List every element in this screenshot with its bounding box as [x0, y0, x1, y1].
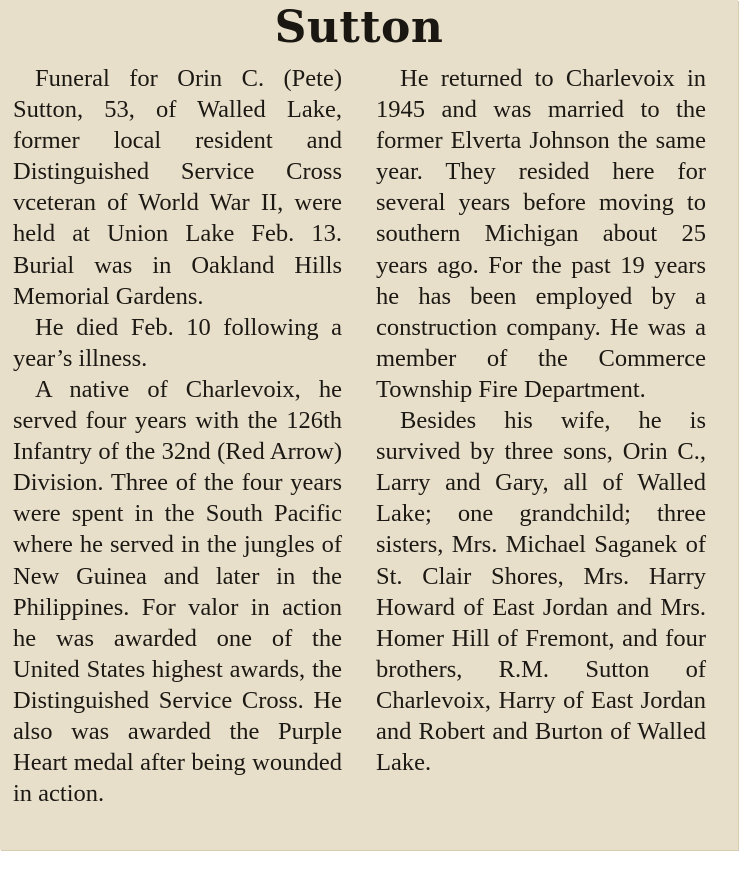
- paragraph-funeral: Funeral for Orin C. (Pete) Sutton, 53, of Walled Lake, former local resident and Distinguished Service Cross vceteran of World War II, were held at Union Lake Feb. 13. Burial was in Oakland Hills Memorial Gardens.: [13, 65, 342, 310]
- paragraph-later-life: He returned to Charlevoix in 1945 and was married to the former Elverta Johnson the same year. They resided here for several years before moving to southern Michigan about 25 years ago. For the past 19 years he has been employed by a construction company. He was a member of the Commerce Township Fire Department.: [376, 65, 706, 403]
- right-column: [376, 63, 706, 778]
- paragraph-military-service: A native of Charlevoix, he served four years with the 126th Infantry of the 32nd (Red Arrow) Division. Three of the four years were spent in the South Pacific where he served in the jungles of New Guinea and later in the Philippines. For valor in action he was awarded one of the United States highest awards, the Distinguished Service Cross. He also was awarded the Purple Heart medal after being wounded in action.: [13, 375, 342, 808]
- paragraph-survivors: Besides his wife, he is survived by three sons, Orin C., Larry and Gary, all of Walled Lake; one grandchild; three sisters, Mrs. Michael Saganek of St. Clair Shores, Mrs. Harry Howard of East Jordan and Mrs. Homer Hill of Fremont, and four brothers, R.M. Sutton of Charlevoix, Harry of East Jordan and Robert and Burton of Walled Lake.: [376, 407, 706, 777]
- obituary-headline: Sutton: [274, 2, 444, 53]
- paragraph-death: He died Feb. 10 following a year’s illness.: [13, 313, 342, 372]
- left-column: [13, 63, 342, 809]
